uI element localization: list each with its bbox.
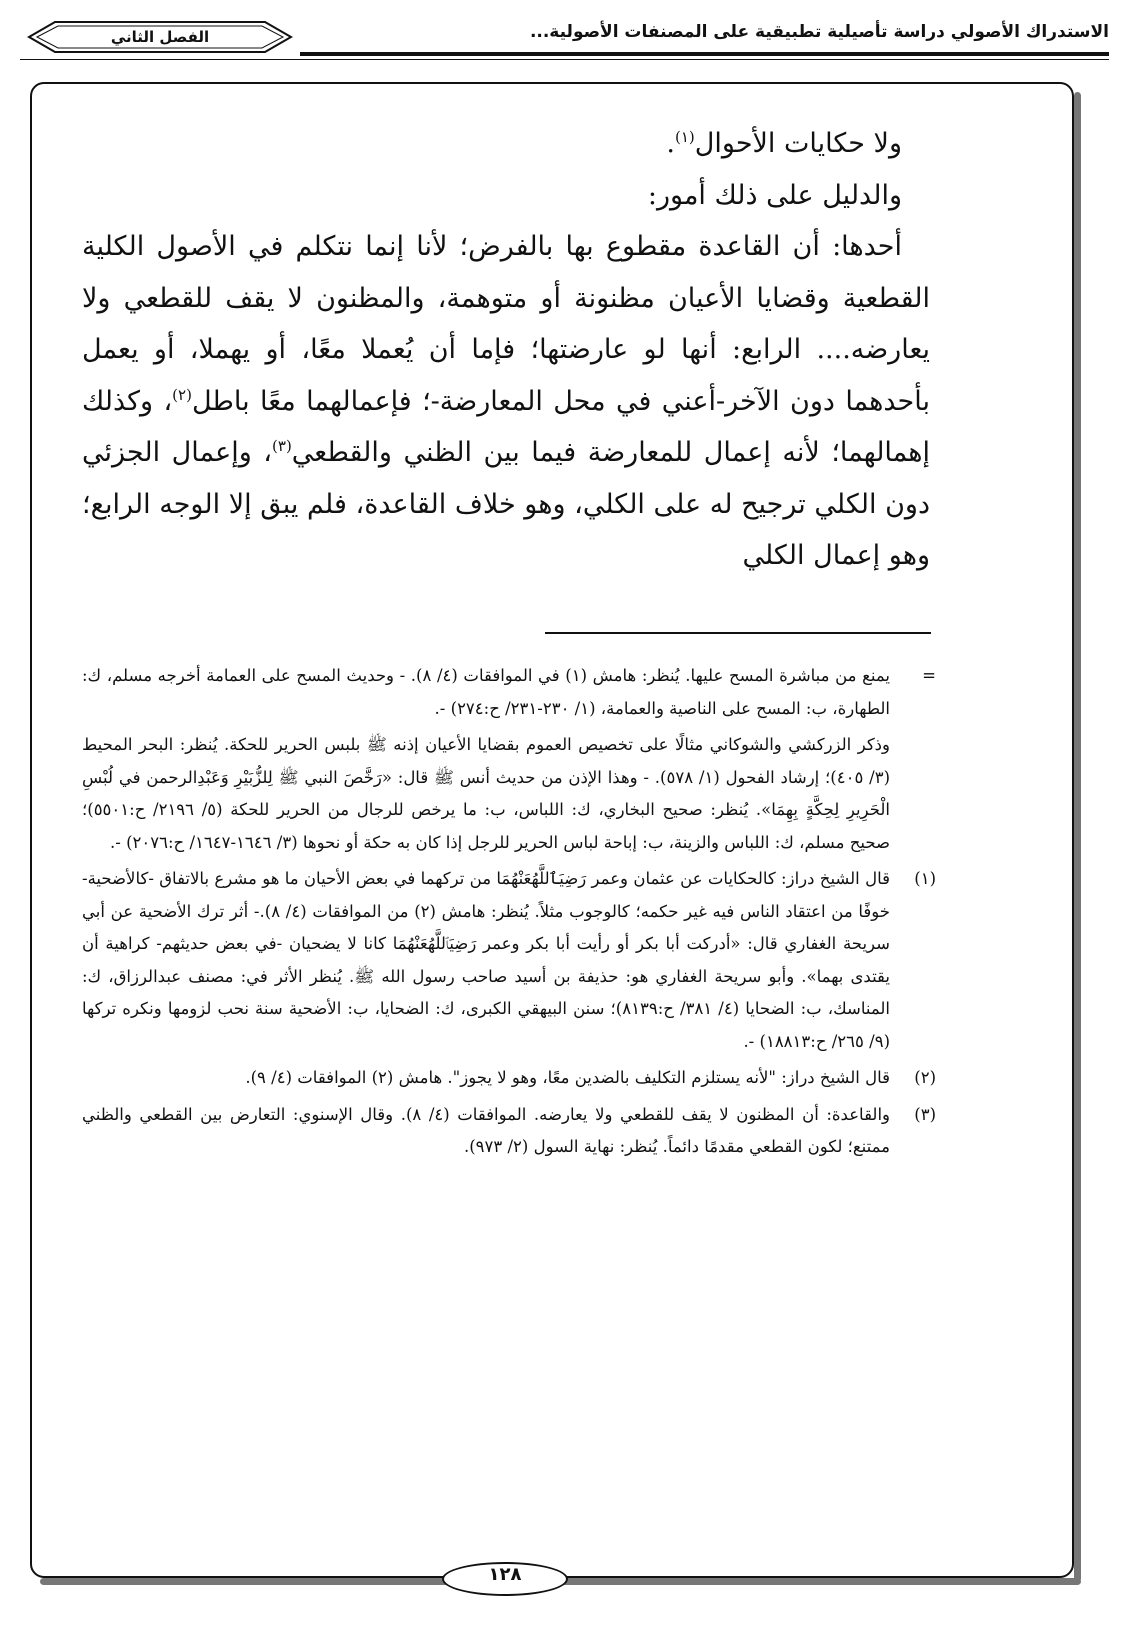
footnote-number: (١) [914,869,936,888]
footnote-item [82,1062,936,1095]
chapter-label: الفصل الثاني [110,28,210,46]
footnote-text: وذكر الزركشي والشوكاني مثالًا على تخصيص العموم بقضايا الأعيان إذنه ﷺ بلبس الحرير للحكة. يُنظر: البحر المحيط (٣/ ٤٠٥)؛ إرشاد الفحول (١/ ٥٧٨). - وهذا الإذن من حديث أنس ﷺ قال: «رَخَّصَ النبي ﷺ لِلزُّبَيْرِ وَعَبْدِالرحمن في لُبْسِ الْحَرِيرِ لِحِكَّةٍ بِهِمَا». يُنظر: صحيح البخاري، ك: اللباس، ب: ما يرخص للرجال من الحرير للحكة (٥/ ٢١٩٦/ ح:٥٥٠١)؛ صحيح مسلم، ك: اللباس والزينة، ب: إباحة لباس الحرير للرجل إذا كان به حكة أو نحوها (٣/ ١٦٤٦-١٦٤٧/ ح:٢٠٧٦) -. [82,735,891,852]
paragraph: ولا حكايات الأحوال$^{(١)}$. [666,128,902,159]
footnote-number: (٣) [914,1104,936,1124]
continuation-marker: = [922,666,936,685]
main-text [82,118,930,582]
text-span: أحدها: أن القاعدة مقطوع بها بالفرض؛ لأنا إنما نتكلم في الأصول الكلية القطعية وقضايا الأعيان مظنونة أو متوهمة، والمظنون لا يقف للقطعي ولا يعارضه.... الرابع: أنها لو عارضتها؛ فإما أن يُعملا معًا، أو يهملا، أو يعمل بأحدهما دون الآخر-أعني في محل المعارضة-؛ فإعمالهما معًا باطل [82,231,930,417]
footnote-ref: (٢) [172,385,192,404]
footnote-separator [545,632,931,634]
text-span: ، وكذلك إهمالهما؛ لأنه إعمال للمعارضة فيما بين الظني والقطعي [82,385,931,468]
footnote-text: قال الشيخ دراز: "لأنه يستلزم التكليف بالضدين معًا، وهو لا يجوز". هامش (٢) الموافقات (٤/ ٩). [245,1068,890,1087]
paragraph [82,221,930,582]
footnote-item [82,1099,936,1164]
footnote-number: (٢) [914,1068,936,1087]
text-span: ، وإعمال الجزئي دون الكلي ترجيح له على الكلي، وهو خلاف القاعدة، فلم يبق إلا الوجه الرابع؛ وهو إعمال الكلي [82,437,930,571]
page-number: ١٢٨ [488,1564,522,1585]
footnote-continued [82,660,936,859]
footnote-text: والقاعدة: أن المظنون لا يقف للقطعي ولا يعارضه. الموافقات (٤/ ٨). وقال الإسنوي: التعارض بين القطعي والظني ممتنع؛ لكون القطعي مقدمًا دائماً. يُنظر: نهاية السول (٢/ ٩٧٣). [82,1104,891,1156]
footnote-ref: (١) [674,128,695,146]
paragraph: والدليل على ذلك أمور: [647,179,902,211]
chapter-tab [25,18,295,56]
footnotes [82,660,936,1168]
footnote-text: يمنع من مباشرة المسح عليها. يُنظر: هامش (١) في الموافقات (٤/ ٨). - وحديث المسح على العمامة أخرجه مسلم، ك: الطهارة، ب: المسح على الناصية والعمامة، (١/ ٢٣٠-٢٣١/ ح:٢٧٤) -. [82,666,890,718]
footnote-text: قال الشيخ دراز: كالحكايات عن عثمان وعمر رَضِيَٱللَّهُعَنْهُمَا من تركهما في بعض الأحيان ما هو مشرع بالاتفاق -كالأضحية- خوفًا من اعتقاد الناس فيه غير حكمه؛ كالوجوب مثلاً. يُنظر: هامش (٢) من الموافقات (٤/ ٨).- أثر ترك الأضحية عن أبي سريحة الغفاري قال: «أدركت أبا بكر أو رأيت أبا بكر وعمر رَضِيَٱللَّهُعَنْهُمَا كانا لا يضحيان -في بعض حديثهم- كراهية أن يقتدى بهما». وأبو سريحة الغفاري هو: حذيفة بن أسيد صاحب رسول الله ﷺ. يُنظر الأثر في: مصنف عبدالرزاق، ك: المناسك، ب: الضحايا (٤/ ٣٨١/ ح:٨١٣٩)؛ سنن البيهقي الكبرى، ك: الضحايا، ب: الأضحية سنة نحب لزومها ونكره تركها (٩/ ٢٦٥/ ح:١٨٨١٣) -. [82,869,891,1051]
frame-shadow-right [1074,92,1081,1582]
footnote-ref: (٣) [272,437,292,455]
header-rule-thin [20,59,1109,60]
text-span: ولا حكايات الأحوال [694,128,902,159]
footnote-item [82,863,936,1058]
running-header-title: الاستدراك الأصولي دراسة تأصيلية تطبيقية على المصنفات الأصولية... [529,22,1109,42]
header-rule-thick [300,52,1109,56]
